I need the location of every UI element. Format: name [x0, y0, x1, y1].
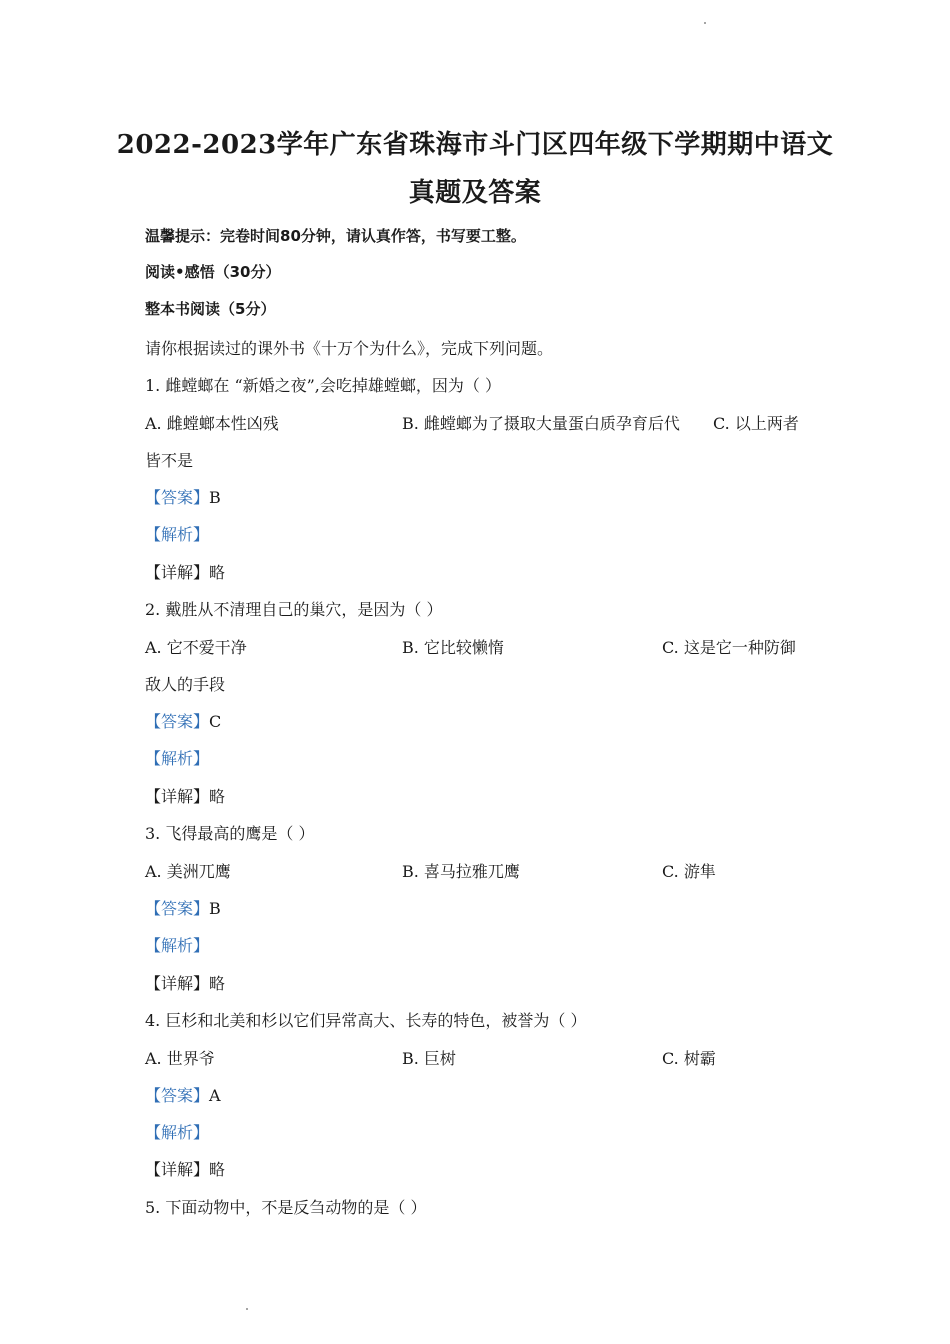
question-1-stem: 1. 雌螳螂在 “新婚之夜”,会吃掉雄螳螂，因为（ ） — [145, 376, 501, 395]
question-3-option-b: B. 喜马拉雅兀鹰 — [402, 862, 520, 881]
detail-label: 【详解】 — [145, 1160, 210, 1179]
subsection-heading: 整本书阅读（5分） — [145, 300, 276, 318]
question-1-option-c-continued: 皆不是 — [145, 451, 194, 470]
question-4-option-a: A. 世界爷 — [145, 1049, 215, 1068]
answer-value: A — [209, 1086, 221, 1105]
notice: 温馨提示：完卷时间80分钟，请认真作答，书写要工整。 — [145, 227, 526, 245]
question-2-option-c: C. 这是它一种防御 — [662, 638, 796, 657]
detail-value: 略 — [209, 1160, 226, 1179]
intro-text: 请你根据读过的课外书《十万个为什么》，完成下列问题。 — [145, 339, 554, 358]
question-4-option-c: C. 树霸 — [662, 1049, 716, 1068]
question-3-detail — [145, 971, 225, 994]
section-heading: 阅读•感悟（30分） — [145, 263, 281, 281]
question-1-detail — [145, 560, 225, 583]
question-3-analysis-label: 【解析】 — [145, 936, 210, 955]
question-3-stem: 3. 飞得最高的鹰是（ ） — [145, 824, 315, 843]
answer-label: 【答案】 — [145, 712, 210, 731]
answer-label: 【答案】 — [145, 488, 210, 507]
question-1-analysis-label: 【解析】 — [145, 525, 210, 544]
question-4-detail — [145, 1157, 225, 1180]
title-line-1: 2022-2023学年广东省珠海市斗门区四年级下学期期中语文 — [116, 130, 834, 160]
question-4-option-b: B. 巨树 — [402, 1049, 456, 1068]
question-4-stem: 4. 巨杉和北美和杉以它们异常高大、长寿的特色，被誉为（ ） — [145, 1011, 587, 1030]
question-2-option-b: B. 它比较懒惰 — [402, 638, 504, 657]
question-1-answer — [145, 485, 221, 508]
detail-label: 【详解】 — [145, 974, 210, 993]
question-3-option-a: A. 美洲兀鹰 — [145, 862, 231, 881]
question-2-stem: 2. 戴胜从不清理自己的巢穴，是因为（ ） — [145, 600, 443, 619]
detail-value: 略 — [209, 974, 226, 993]
detail-value: 略 — [209, 563, 226, 582]
answer-label: 【答案】 — [145, 1086, 210, 1105]
question-2-option-c-continued: 敌人的手段 — [145, 675, 226, 694]
question-2-detail — [145, 784, 225, 807]
detail-value: 略 — [209, 787, 226, 806]
question-1-option-c: C. 以上两者 — [713, 414, 799, 433]
answer-value: B — [209, 899, 221, 918]
question-2-answer — [145, 709, 221, 732]
question-1-option-b: B. 雌螳螂为了摄取大量蛋白质孕育后代 — [402, 414, 680, 433]
detail-label: 【详解】 — [145, 787, 210, 806]
corner-mark — [704, 22, 706, 24]
title-line-2: 真题及答案 — [408, 178, 542, 208]
question-2-analysis-label: 【解析】 — [145, 749, 210, 768]
question-4-answer — [145, 1083, 221, 1106]
question-5-stem: 5. 下面动物中，不是反刍动物的是（ ） — [145, 1198, 427, 1217]
answer-label: 【答案】 — [145, 899, 210, 918]
detail-label: 【详解】 — [145, 563, 210, 582]
question-3-answer — [145, 896, 221, 919]
answer-value: C — [209, 712, 222, 731]
question-4-analysis-label: 【解析】 — [145, 1123, 210, 1142]
question-1-option-a: A. 雌螳螂本性凶残 — [145, 414, 279, 433]
question-3-option-c: C. 游隼 — [662, 862, 716, 881]
answer-value: B — [209, 488, 221, 507]
footer-mark — [246, 1308, 248, 1310]
question-2-option-a: A. 它不爱干净 — [145, 638, 247, 657]
